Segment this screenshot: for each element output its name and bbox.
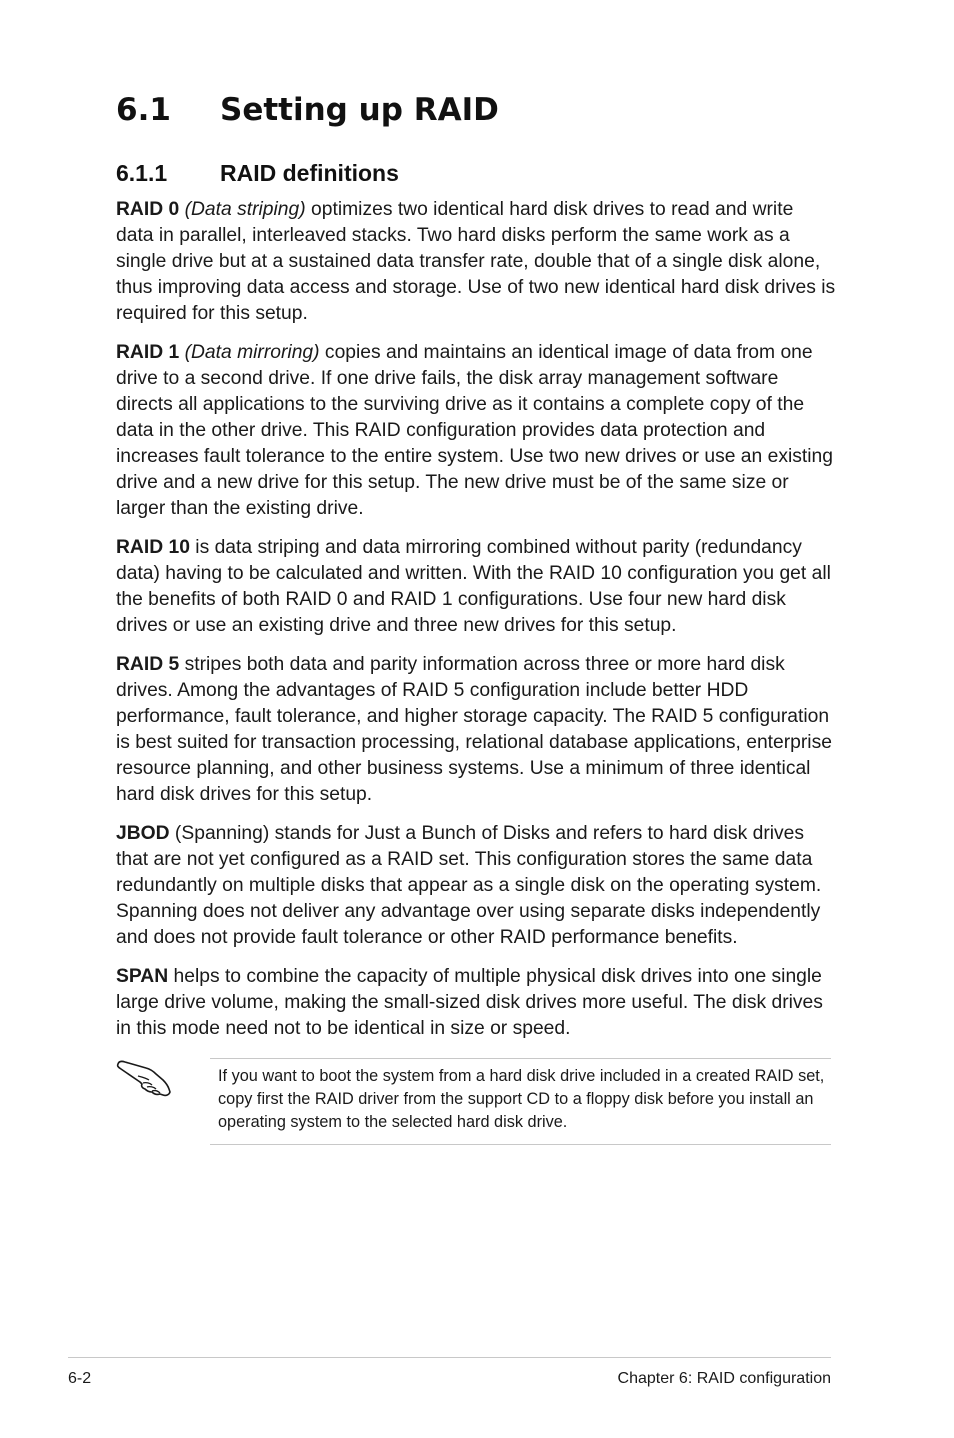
- body-text: [116, 197, 836, 1055]
- term-span: SPAN: [116, 966, 169, 987]
- paragraph-span: [116, 964, 836, 1042]
- subsection-heading: [116, 158, 399, 188]
- term-raid-10: RAID 10: [116, 537, 190, 558]
- paragraph-raid-10: [116, 535, 836, 639]
- term-raid-0: RAID 0: [116, 199, 180, 220]
- section-number: 6.1: [116, 92, 171, 128]
- paragraph-raid-5: [116, 652, 836, 808]
- text-raid-10: is data striping and data mirroring combined without parity (redundancy data) having to be calculated and written. With the RAID 10 configuration you get all the benefits of both RAID 0 and RAID 1 configurations. Use four new hard disk drives or use an existing drive and three new drives for this setup.: [116, 537, 831, 636]
- subsection-number: 6.1.1: [116, 160, 168, 186]
- text-raid-5: stripes both data and parity information across three or more hard disk drives. Among the advantages of RAID 5 configuration include better HDD performance, fault tolerance, and higher storage capacity. The RAID 5 configuration is best suited for transaction processing, relational database applications, enterprise resource planning, and other business systems. Use a minimum of three identical hard disk drives for this setup.: [116, 654, 832, 805]
- text-span: helps to combine the capacity of multiple physical disk drives into one single large drive volume, making the small-sized disk drives more useful. The disk drives in this mode need not to be identical in size or speed.: [116, 966, 823, 1039]
- subsection-title: RAID definitions: [220, 160, 399, 186]
- chapter-title: Chapter 6: RAID configuration: [617, 1370, 831, 1387]
- section-heading: [116, 88, 499, 132]
- note-box: [210, 1058, 831, 1145]
- paragraph-jbod: [116, 821, 836, 951]
- paragraph-raid-0: [116, 197, 836, 327]
- section-title: Setting up RAID: [220, 92, 499, 128]
- term-raid-5: RAID 5: [116, 654, 180, 675]
- aside-raid-0: (Data striping): [184, 199, 306, 220]
- note-text: If you want to boot the system from a hard disk drive included in a created RAID set, copy first the RAID driver from the support CD to a floppy disk before you install an operating system to the selected hard disk drive.: [218, 1067, 825, 1131]
- term-raid-1: RAID 1: [116, 342, 180, 363]
- pointing-hand-icon: [116, 1056, 172, 1098]
- text-raid-0: optimizes two identical hard disk drives to read and write data in parallel, interleaved stacks. Two hard disks perform the same work as a single drive but at a sustained data transfer rate, double that of a single disk alone, thus improving data access and storage. Use of two new identical hard disk drives is required for this setup.: [116, 199, 836, 324]
- term-jbod: JBOD: [116, 823, 170, 844]
- page-number: 6-2: [68, 1370, 92, 1387]
- text-raid-1: copies and maintains an identical image of data from one drive to a second drive. If one drive fails, the disk array management software directs all applications to the surviving drive as it contains a complete copy of the data in the other drive. This RAID configuration provides data protection and increases fault tolerance to the entire system. Use two new drives or use an existing drive and a new drive for this setup. The new drive must be of the same size or larger than the existing drive.: [116, 342, 833, 519]
- aside-raid-1: (Data mirroring): [184, 342, 320, 363]
- footer-divider: [68, 1357, 831, 1358]
- text-jbod: (Spanning) stands for Just a Bunch of Disks and refers to hard disk drives that are not yet configured as a RAID set. This configuration stores the same data redundantly on multiple disks that appear as a single disk on the operating system. Spanning does not deliver any advantage over using separate disks independently and does not provide fault tolerance or other RAID performance benefits.: [116, 823, 822, 948]
- paragraph-raid-1: [116, 340, 836, 522]
